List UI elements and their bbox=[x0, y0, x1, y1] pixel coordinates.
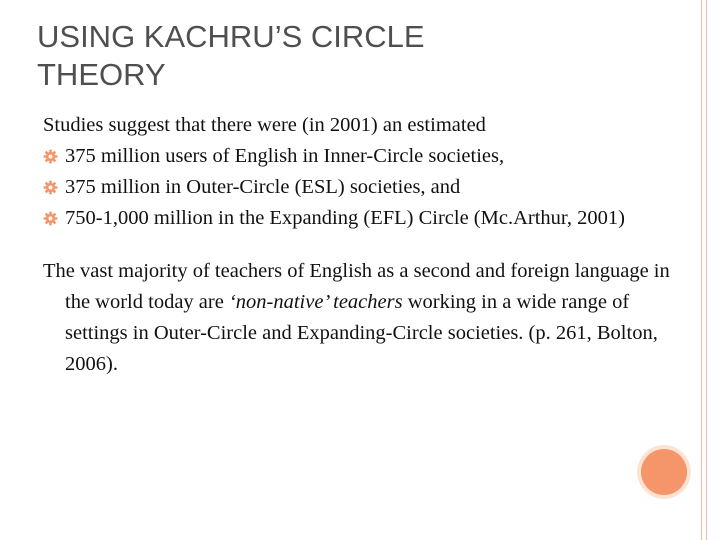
decorative-line-left bbox=[701, 0, 702, 540]
slide-body bbox=[43, 110, 668, 380]
bullet-item bbox=[43, 172, 668, 203]
slide-title bbox=[37, 18, 657, 94]
decorative-circle bbox=[641, 449, 687, 495]
gear-icon bbox=[43, 149, 58, 164]
paragraph-text-1: The vast majority of teachers of English as a second and foreign language in the world today are bbox=[43, 260, 670, 313]
bullet-text: 375 million users of English in Inner-Circle societies, bbox=[65, 145, 505, 167]
bullet-text: 375 million in Outer-Circle (ESL) societies, and bbox=[65, 176, 461, 198]
title-line-2: THEORY bbox=[37, 57, 166, 92]
paragraph-text-2: working in a wide range of settings in Outer-Circle and Expanding-Circle societies. (p. 261, Bolton, 2006). bbox=[65, 291, 658, 375]
intro-text: Studies suggest that there were (in 2001) an estimated bbox=[43, 114, 486, 136]
paragraph-emphasis: ‘non-native’ teachers bbox=[228, 291, 403, 313]
title-line-1: USING KACHRU’S CIRCLE bbox=[37, 19, 425, 54]
main-paragraph bbox=[43, 256, 675, 380]
bullet-item bbox=[43, 141, 668, 172]
bullet-item bbox=[43, 203, 668, 234]
bullet-list bbox=[43, 141, 668, 234]
bullet-text: 750-1,000 million in the Expanding (EFL) Circle (Mc.Arthur, 2001) bbox=[65, 207, 625, 229]
gear-icon bbox=[43, 180, 58, 195]
decorative-line-right bbox=[706, 0, 707, 540]
gear-icon bbox=[43, 211, 58, 226]
